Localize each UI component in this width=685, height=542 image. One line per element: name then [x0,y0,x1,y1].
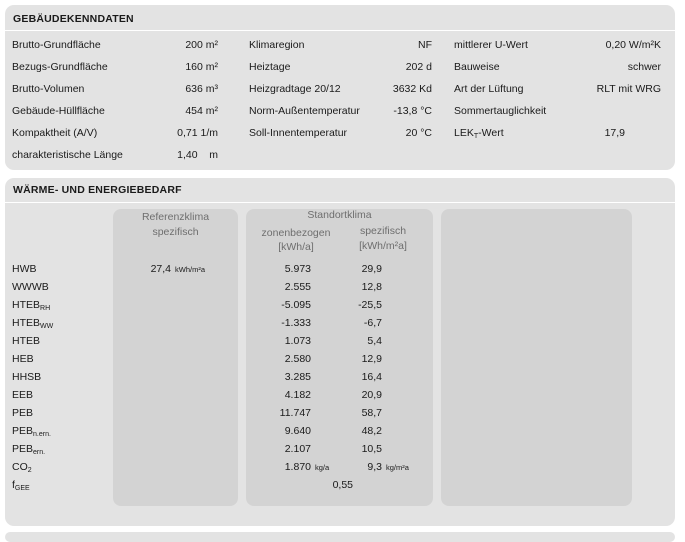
zone-value: 1.073 [284,335,311,347]
row-label: HWB [12,263,37,275]
row-label: PEB [12,407,34,419]
row-label: $PEB_{n.ern.}$ [12,425,51,438]
zone-unit: kg/a [315,463,330,472]
reference-climate-column [113,209,238,506]
fgee-label: $f_{GEE}$ [12,479,30,492]
zone-value: 5.973 [284,263,311,275]
value-gebaeude-huellflaeche: 454 m² [185,105,218,117]
value-heiztage: 202 d [405,61,432,73]
row-label: EEB [12,389,34,401]
ref-header-line1: Referenzklima [141,211,210,223]
site-header: Standortklima [307,209,372,221]
ref-header-line2: spezifisch [152,226,199,238]
row-label: $CO_2$ [12,461,32,474]
empty-column [441,209,632,506]
zone-value: -5.095 [281,299,311,311]
label-sommertauglichkeit: Sommertauglichkeit [454,105,547,117]
label-brutto-volumen: Brutto-Volumen [12,83,85,95]
divider [5,30,675,31]
spec-value: 16,4 [361,371,382,383]
row-label: HHSB [12,371,42,383]
label-mittlerer-u-wert: mittlerer U-Wert [454,39,528,51]
spec-value: 9,3 [367,461,382,473]
label-kompaktheit: Kompaktheit (A/V) [12,127,98,139]
zone-value: 2.580 [284,353,311,365]
row-label: HEB [12,353,34,365]
label-gebaeude-huellflaeche: Gebäude-Hüllfläche [12,105,105,117]
spec-value: -25,5 [358,299,382,311]
zone-value: 9.640 [284,425,311,437]
value-bauweise: schwer [627,61,661,73]
value-brutto-grundflaeche: 200 m² [185,39,218,51]
spec-value: 10,5 [361,443,382,455]
row-label: $PEB_{ern.}$ [12,443,46,456]
label-soll-innentemperatur: Soll-Innentemperatur [249,127,348,139]
ref-unit: kWh/m²a [175,265,205,274]
spec-value: -6,7 [363,317,382,329]
label-charakteristische-laenge: charakteristische Länge [12,149,123,161]
value-kompaktheit: 0,71 1/m [177,127,218,139]
label-heizgradtage: Heizgradtage 20/12 [249,83,341,95]
value-norm-aussentemperatur: -13,8 °C [393,105,432,117]
spec-value: 48,2 [361,425,382,437]
spec-unit: kg/m²a [386,463,409,472]
label-art-der-lueftung: Art der Lüftung [454,83,524,95]
row-label: $HTEB_{WW}$ [12,317,54,330]
value-lekt-wert: 17,9 [604,127,625,139]
value-charakteristische-laenge: 1,40 m [177,149,218,161]
zone-header-line2: [kWh/a] [278,241,314,253]
zone-value: 2.107 [284,443,311,455]
value-klimaregion: NF [418,39,432,51]
spec-value: 29,9 [361,263,382,275]
label-heiztage: Heiztage [249,61,291,73]
zone-value: 2.555 [284,281,311,293]
value-heizgradtage: 3632 Kd [392,83,432,95]
zone-value: -1.333 [281,317,311,329]
next-panel [5,532,675,542]
divider [5,202,675,203]
spec-value: 12,9 [361,353,382,365]
label-lekt-wert: $LEK_T$-Wert [454,127,504,140]
spec-value: 20,9 [361,389,382,401]
value-mittlerer-u-wert: 0,20 W/m²K [605,39,661,51]
building-data-title: GEBÄUDEKENNDATEN [13,13,134,25]
building-data-panel [5,5,675,170]
energy-demand-panel [5,178,675,526]
value-soll-innentemperatur: 20 °C [405,127,432,139]
value-art-der-lueftung: RLT mit WRG [596,83,661,95]
fgee-value: 0,55 [332,479,353,491]
zone-value: 4.182 [284,389,311,401]
label-klimaregion: Klimaregion [249,39,305,51]
spec-header-line1: spezifisch [359,225,407,237]
row-label: $HTEB_{RH}$ [12,299,51,312]
spec-value: 12,8 [361,281,382,293]
zone-value: 3.285 [284,371,311,383]
row-label: HTEB [12,335,41,347]
value-brutto-volumen: 636 m³ [185,83,218,95]
value-bezugs-grundflaeche: 160 m² [185,61,218,73]
label-bezugs-grundflaeche: Bezugs-Grundfläche [12,61,108,73]
spec-header-line2: [kWh/m²a] [359,240,407,252]
label-bauweise: Bauweise [454,61,500,73]
spec-value: 58,7 [361,407,382,419]
ref-value: 27,4 [150,263,171,275]
spec-value: 5,4 [367,335,382,347]
zone-value: 11.747 [279,407,311,419]
energy-demand-title: WÄRME- UND ENERGIEBEDARF [13,184,182,196]
label-brutto-grundflaeche: Brutto-Grundfläche [12,39,101,51]
zone-header-line1: zonenbezogen [261,227,331,239]
row-label: WWWB [12,281,49,293]
zone-value: 1.870 [284,461,311,473]
label-norm-aussentemperatur: Norm-Außentemperatur [249,105,360,117]
